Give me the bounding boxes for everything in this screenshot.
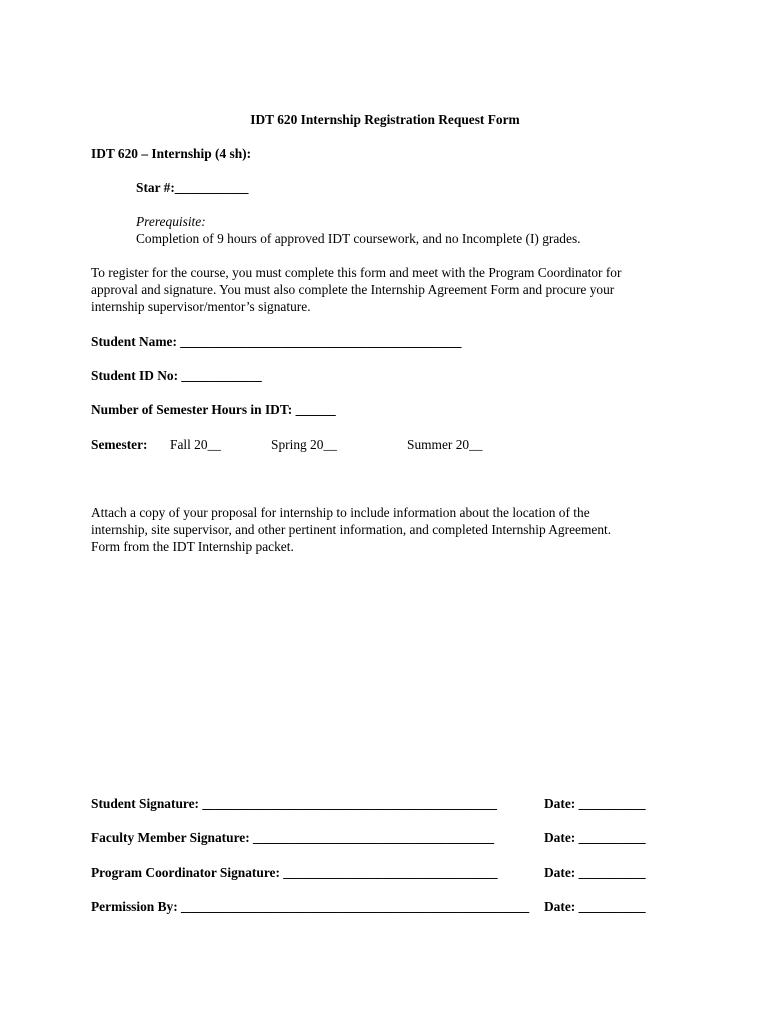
attach-line: Form from the IDT Internship packet. — [91, 539, 294, 554]
faculty-signature-field[interactable]: Faculty Member Signature: ____________________________________ — [91, 830, 495, 845]
student-name-field[interactable]: Student Name: __________________________________________ — [91, 334, 462, 349]
form-title: IDT 620 Internship Registration Request Form — [250, 112, 520, 127]
prerequisite-label: Prerequisite: — [136, 214, 206, 229]
faculty-signature-date[interactable]: Date: __________ — [544, 830, 646, 845]
register-line: To register for the course, you must complete this form and meet with the Program Coordinator for — [91, 265, 622, 280]
semester-hours-field[interactable]: Number of Semester Hours in IDT: ______ — [91, 402, 336, 417]
student-id-field[interactable]: Student ID No: ____________ — [91, 368, 262, 383]
attach-line: internship, site supervisor, and other pertinent information, and completed Internship Agreement. — [91, 522, 612, 537]
student-signature-field[interactable]: Student Signature: ____________________________________________ — [91, 796, 497, 811]
register-line: approval and signature. You must also complete the Internship Agreement Form and procure your — [91, 282, 615, 297]
semester-option-fall[interactable]: Fall 20__ — [170, 437, 221, 452]
semester-option-spring[interactable]: Spring 20__ — [271, 437, 337, 452]
coordinator-signature-field[interactable]: Program Coordinator Signature: ________________________________ — [91, 865, 498, 880]
star-number-field[interactable]: Star #:___________ — [136, 180, 249, 195]
course-heading: IDT 620 – Internship (4 sh): — [91, 146, 252, 161]
attach-line: Attach a copy of your proposal for internship to include information about the location of the — [91, 505, 590, 520]
register-line: internship supervisor/mentor’s signature. — [91, 299, 311, 314]
coordinator-signature-date[interactable]: Date: __________ — [544, 865, 646, 880]
permission-by-field[interactable]: Permission By: ____________________________________________________ — [91, 899, 530, 914]
permission-by-date[interactable]: Date: __________ — [544, 899, 646, 914]
semester-option-summer[interactable]: Summer 20__ — [407, 437, 483, 452]
student-signature-date[interactable]: Date: __________ — [544, 796, 646, 811]
prerequisite-text: Completion of 9 hours of approved IDT coursework, and no Incomplete (I) grades. — [136, 231, 581, 246]
semester-label: Semester: — [91, 437, 148, 452]
